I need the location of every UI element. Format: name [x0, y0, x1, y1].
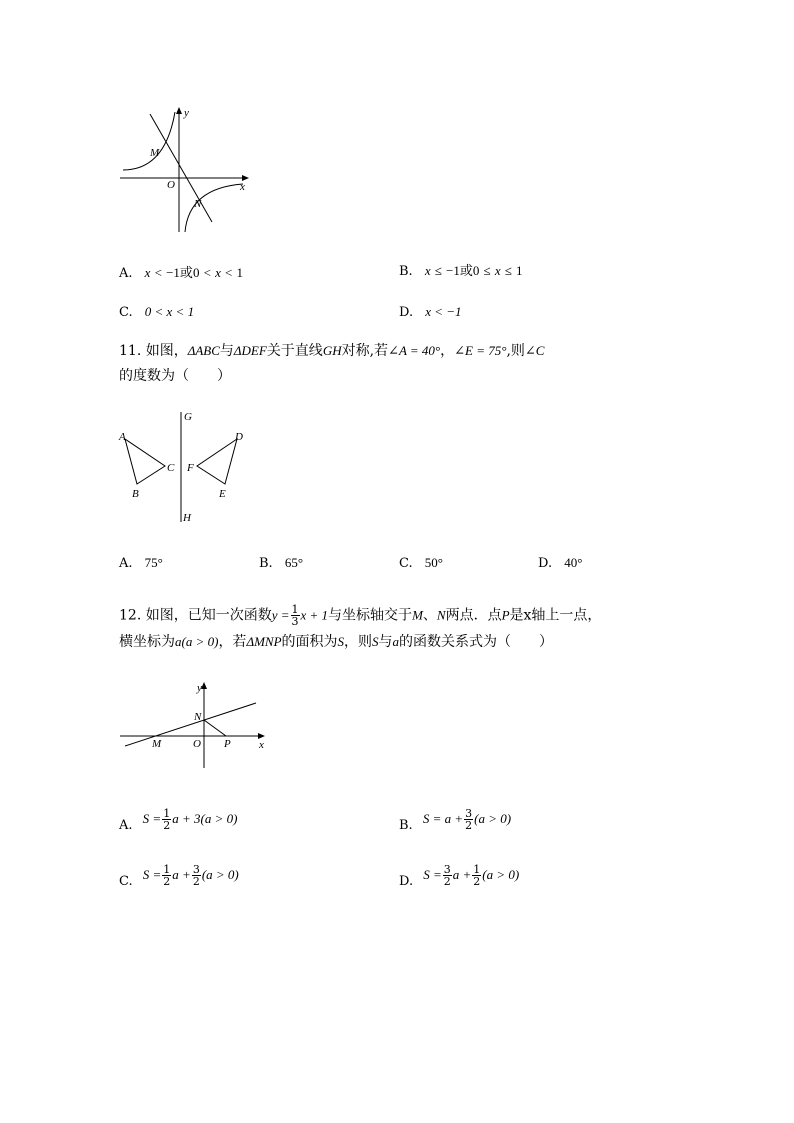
- q12-c-frac2: [192, 864, 201, 887]
- q12-d-n1: 3: [443, 863, 451, 876]
- q12-option-c: [119, 864, 239, 891]
- q11-label-a: A: [119, 431, 126, 443]
- q12-d-n2: 1: [473, 863, 481, 876]
- q12-line2-a: 横坐标为: [119, 634, 175, 650]
- q11-tri1: ΔABC: [187, 343, 220, 358]
- q10-figure: [115, 104, 255, 236]
- q11-tri2: ΔDEF: [233, 343, 267, 358]
- q12-d-d2: 2: [473, 875, 481, 888]
- q12-number: 12.: [119, 607, 142, 624]
- q10-option-d: [399, 303, 462, 322]
- q11-label-c: C: [167, 462, 175, 474]
- q12-a-frac: [162, 808, 171, 831]
- q12-b-frac: [464, 808, 473, 831]
- q12-c-n1: 1: [163, 863, 171, 876]
- q12-d-frac1: [443, 864, 452, 887]
- q12-fn-num: 1: [291, 603, 299, 616]
- q11-stem-mid4: ,则: [506, 343, 525, 359]
- q12-d-d1: 2: [443, 875, 451, 888]
- q12-line2-c: 的面积为: [281, 634, 338, 650]
- q11-option-d-letter: D.: [538, 556, 553, 571]
- q12-stem-b: 与坐标轴交于: [328, 607, 413, 624]
- q12-c-post: (a > 0): [201, 867, 239, 882]
- q10-b-joiner: 或: [459, 264, 473, 279]
- q12-c-frac1: [162, 864, 171, 887]
- q12-var-s: S: [337, 634, 345, 649]
- q10-b-op2: ≤: [483, 263, 491, 278]
- q12-b-post: (a > 0): [474, 811, 512, 826]
- q12-label-n: N: [194, 711, 202, 723]
- q11-label-g: G: [184, 411, 192, 423]
- q11-option-b: [259, 554, 303, 573]
- q10-curve-left: [123, 112, 175, 170]
- q11-option-b-value: 65°: [284, 555, 304, 570]
- q12-c-n2: 3: [192, 863, 200, 876]
- q11-option-a: [119, 554, 163, 573]
- q12-a-pre: S =: [142, 811, 162, 826]
- q12-b-n1: 3: [465, 807, 473, 820]
- q11-option-d: [538, 554, 582, 573]
- q12-fn-den: 3: [291, 615, 299, 628]
- q11-angle-a: ∠A = 40°: [388, 343, 441, 358]
- q12-stem-a: 如图，已知一次函数: [145, 607, 272, 624]
- q12-d-frac2: [472, 864, 481, 887]
- q12-a-n1: 1: [163, 807, 171, 820]
- q10-label-y: y: [184, 107, 189, 119]
- q12-b-pre: S = a +: [422, 811, 464, 826]
- q10-label-n: N: [194, 198, 202, 210]
- q12-d-post: (a > 0): [482, 867, 520, 882]
- q10-b-mid: x: [494, 263, 501, 278]
- q12-tri: ΔMNP: [246, 634, 282, 649]
- q12-line2-b: ，若: [218, 634, 247, 650]
- q10-option-d-letter: D.: [399, 305, 414, 320]
- q12-stem-line2: [119, 632, 553, 652]
- q12-fn-lhs: y =: [271, 607, 290, 623]
- q10-a-op2: <: [203, 265, 211, 280]
- q12-stem-c: 两点．点: [445, 607, 502, 624]
- q10-a-val1: −1: [166, 265, 180, 280]
- q12-option-d-letter: D.: [399, 874, 414, 889]
- q12-a-post: (a > 0): [200, 811, 238, 826]
- q12-c-d2: 2: [192, 875, 200, 888]
- q12-label-y: y: [197, 682, 202, 694]
- q12-line2-d: ，则: [344, 634, 373, 650]
- q10-b-var: x: [424, 263, 431, 278]
- q11-angle-c: ∠C: [524, 343, 545, 358]
- q11-label-h: H: [183, 512, 191, 524]
- q11-stem-mid2: 关于直线: [266, 343, 323, 359]
- q10-a-var: x: [144, 265, 151, 280]
- q11-triangle-abc: [125, 439, 165, 484]
- q10-b-val1: −1: [446, 263, 460, 278]
- q10-option-a: [119, 264, 243, 283]
- q12-y-arrow: [201, 682, 207, 689]
- q10-label-m: M: [150, 147, 160, 159]
- q12-stem-d: 是x轴上一点，: [509, 607, 602, 624]
- q11-option-a-letter: A.: [119, 556, 133, 571]
- q10-a-op1: <: [154, 265, 162, 280]
- q11-option-c: [399, 554, 443, 573]
- q11-stem-line1: [119, 341, 544, 361]
- q11-line-name: GH: [322, 343, 342, 358]
- q12-option-a-letter: A.: [119, 818, 133, 833]
- q12-var-s2: S: [372, 634, 379, 649]
- q12-line2-e: 与: [378, 634, 393, 650]
- q10-y-arrow: [176, 107, 182, 114]
- q12-pt-n: N: [436, 607, 446, 623]
- q10-label-o: O: [167, 179, 175, 191]
- q10-a-op3: <: [224, 265, 233, 280]
- q12-option-c-letter: C.: [119, 874, 133, 889]
- q12-c-mid: a +: [172, 867, 191, 882]
- q10-option-c-text: 0 < x < 1: [144, 304, 195, 319]
- q11-option-d-value: 40°: [564, 555, 583, 570]
- q10-b-lo: 0: [472, 263, 480, 278]
- q10-a-mid: x: [215, 265, 221, 280]
- q12-var-a: a: [392, 634, 400, 649]
- q11-option-c-letter: C.: [399, 556, 413, 571]
- q12-line2-f: 的函数关系式为（ ）: [399, 634, 554, 650]
- q12-stem-line1: [119, 604, 601, 627]
- q10-option-b: [399, 262, 523, 281]
- q10-a-lo: 0: [192, 265, 200, 280]
- q12-cond: a(a > 0): [175, 634, 219, 649]
- q12-a-mid: a + 3: [172, 811, 201, 826]
- q10-option-c: [119, 303, 194, 322]
- q11-angle-e: ∠E = 75°: [454, 343, 507, 358]
- q12-fn-frac: [291, 604, 300, 627]
- q11-option-a-value: 75°: [144, 555, 163, 570]
- q10-a-joiner: 或: [179, 266, 193, 281]
- q10-option-c-letter: C.: [119, 305, 133, 320]
- q12-b-d1: 2: [465, 819, 473, 832]
- q11-option-b-letter: B.: [259, 556, 273, 571]
- q10-label-x: x: [240, 181, 245, 193]
- q10-option-d-text: x < −1: [425, 304, 462, 319]
- q12-c-pre: S =: [142, 867, 162, 882]
- q11-sep: ，: [440, 343, 455, 359]
- q10-b-op1: ≤: [434, 263, 442, 278]
- q12-d-pre: S =: [423, 867, 442, 882]
- q12-option-b: [399, 808, 511, 835]
- q12-option-a: [119, 808, 237, 835]
- q10-a-hi: 1: [236, 265, 243, 280]
- q12-option-d: [399, 864, 519, 891]
- q12-option-b-letter: B.: [399, 818, 413, 833]
- q10-option-b-letter: B.: [399, 264, 413, 279]
- q11-label-d: D: [235, 431, 243, 443]
- q12-c-d1: 2: [163, 875, 171, 888]
- q12-label-m: M: [152, 738, 162, 750]
- q11-label-e: E: [219, 488, 226, 500]
- q11-number: 11.: [119, 343, 142, 359]
- q10-line: [150, 114, 212, 222]
- q12-segment-np: [204, 720, 226, 736]
- q11-figure: [115, 408, 265, 526]
- q12-pt-m: M: [412, 607, 423, 623]
- q10-b-hi: 1: [516, 263, 523, 278]
- q11-label-f: F: [187, 462, 194, 474]
- q11-label-b: B: [132, 488, 139, 500]
- q11-triangle-def: [197, 439, 237, 484]
- q12-line-mn: [125, 703, 256, 746]
- q12-fn-rest: x + 1: [300, 607, 329, 623]
- q10-b-op3: ≤: [504, 263, 512, 278]
- q11-stem-mid1: 与: [219, 343, 234, 359]
- q12-label-x: x: [259, 739, 264, 751]
- q10-option-a-letter: A.: [119, 266, 133, 281]
- q11-option-c-value: 50°: [424, 555, 443, 570]
- q12-d-mid: a +: [452, 867, 472, 882]
- q11-stem-line2: 的度数为（ ）: [119, 368, 231, 384]
- q12-figure: [115, 676, 275, 772]
- q12-label-o: O: [193, 738, 201, 750]
- q12-a-d1: 2: [163, 819, 171, 832]
- q11-stem-a: 如图，: [145, 343, 188, 359]
- q12-pt-p: P: [501, 607, 510, 623]
- q12-sep: 、: [422, 607, 437, 624]
- q11-stem-mid3: 对称,若: [341, 343, 389, 359]
- q12-label-p: P: [224, 738, 231, 750]
